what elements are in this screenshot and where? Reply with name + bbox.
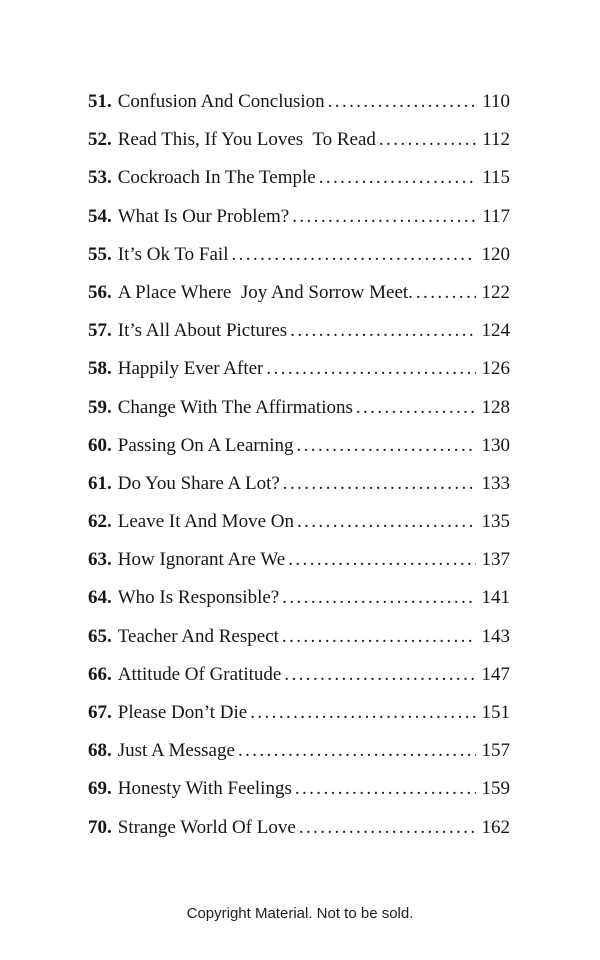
toc-entry: [88, 121, 510, 159]
entry-number: 56.: [88, 281, 112, 303]
entry-title: Change With The Affirmations: [117, 396, 353, 418]
toc-list: [88, 83, 510, 847]
entry-number: 62.: [88, 511, 112, 533]
entry-title: How Ignorant Are We: [117, 549, 286, 571]
entry-number: 52.: [88, 129, 112, 151]
entry-number: 66.: [88, 663, 112, 685]
leader-dots: [232, 236, 476, 274]
toc-entry: [88, 427, 510, 465]
leader-dots: [292, 198, 476, 236]
leader-dots: [266, 350, 475, 388]
entry-title: Passing On A Learning: [117, 434, 294, 456]
entry-title: Cockroach In The Temple: [117, 167, 316, 189]
leader-dots: [290, 312, 475, 350]
entry-number: 67.: [88, 702, 112, 723]
entry-title: Read This, If You Loves To Read: [117, 129, 376, 151]
entry-page-number: 143: [481, 625, 510, 647]
copyright-notice: Copyright Material. Not to be sold.: [186, 905, 414, 922]
entry-title: What Is Our Problem?: [117, 205, 290, 227]
entry-page-number: 122: [481, 281, 510, 303]
entry-page-number: 141: [481, 587, 510, 609]
leader-dots: [356, 389, 476, 427]
toc-entry: [88, 541, 510, 579]
leader-dots: [282, 618, 476, 656]
leader-dots: [283, 465, 476, 503]
leader-dots: [288, 541, 475, 579]
entry-number: 61.: [88, 472, 112, 494]
leader-dots: [284, 656, 475, 694]
entry-page-number: 133: [481, 472, 510, 494]
toc-entry: [88, 236, 510, 274]
entry-number: 51.: [88, 91, 112, 112]
entry-page-number: 126: [481, 358, 510, 380]
toc-entry: [88, 618, 510, 656]
entry-number: 60.: [88, 434, 112, 456]
entry-title: Attitude Of Gratitude: [117, 663, 282, 685]
entry-page-number: 128: [481, 396, 510, 418]
entry-number: 55.: [88, 243, 112, 265]
toc-entry: [88, 503, 510, 541]
toc-entry: [88, 694, 510, 732]
toc-entry: [88, 389, 510, 427]
entry-page-number: 159: [481, 778, 510, 800]
leader-dots: [297, 503, 476, 541]
entry-number: 65.: [88, 625, 112, 647]
leader-dots: [297, 427, 476, 465]
entry-title: Honesty With Feelings: [117, 778, 292, 800]
entry-title: Please Don’t Die: [117, 702, 248, 723]
entry-title: Confusion And Conclusion: [117, 91, 325, 112]
entry-number: 58.: [88, 358, 112, 380]
entry-number: 68.: [88, 740, 112, 762]
entry-title: Teacher And Respect: [117, 625, 279, 647]
entry-title: Who Is Responsible?: [117, 587, 280, 609]
toc-entry: [88, 732, 510, 770]
entry-title: Do You Share A Lot?: [117, 472, 280, 494]
entry-page-number: 124: [481, 320, 510, 342]
entry-page-number: 130: [481, 434, 510, 456]
entry-page-number: 135: [481, 511, 510, 533]
leader-dots: [379, 121, 476, 159]
entry-page-number: 117: [482, 205, 510, 227]
entry-number: 64.: [88, 587, 112, 609]
entry-number: 63.: [88, 549, 112, 571]
leader-dots: [295, 770, 476, 808]
entry-number: 54.: [88, 205, 112, 227]
leader-dots: [319, 159, 477, 197]
entry-title: A Place Where Joy And Sorrow Meet.: [117, 281, 413, 303]
leader-dots: [238, 732, 476, 770]
leader-dots: [416, 274, 476, 312]
toc-entry: [88, 274, 510, 312]
entry-page-number: 110: [482, 91, 510, 112]
toc-entry: [88, 198, 510, 236]
toc-entry: [88, 350, 510, 388]
toc-entry: [88, 579, 510, 617]
entry-page-number: 115: [482, 167, 510, 189]
leader-dots: [282, 579, 475, 617]
leader-dots: [250, 694, 475, 732]
entry-number: 53.: [88, 167, 112, 189]
toc-entry: [88, 656, 510, 694]
entry-page-number: 147: [481, 663, 510, 685]
entry-page-number: 162: [481, 816, 510, 838]
entry-title: Happily Ever After: [117, 358, 264, 380]
entry-number: 57.: [88, 320, 112, 342]
entry-page-number: 157: [481, 740, 510, 762]
toc-entry: [88, 83, 510, 121]
entry-page-number: 112: [482, 129, 510, 151]
toc-entry: [88, 809, 510, 847]
entry-number: 69.: [88, 778, 112, 800]
entry-title: Just A Message: [117, 740, 235, 762]
leader-dots: [328, 83, 477, 121]
entry-number: 59.: [88, 396, 112, 418]
entry-title: It’s All About Pictures: [117, 320, 288, 342]
leader-dots: [299, 809, 476, 847]
entry-title: Strange World Of Love: [117, 816, 296, 838]
entry-number: 70.: [88, 816, 112, 838]
toc-entry: [88, 770, 510, 808]
entry-page-number: 137: [481, 549, 510, 571]
entry-title: It’s Ok To Fail: [117, 243, 229, 265]
entry-title: Leave It And Move On: [117, 511, 294, 533]
toc-entry: [88, 465, 510, 503]
entry-page-number: 151: [481, 702, 510, 723]
toc-entry: [88, 312, 510, 350]
toc-entry: [88, 159, 510, 197]
entry-page-number: 120: [481, 243, 510, 265]
